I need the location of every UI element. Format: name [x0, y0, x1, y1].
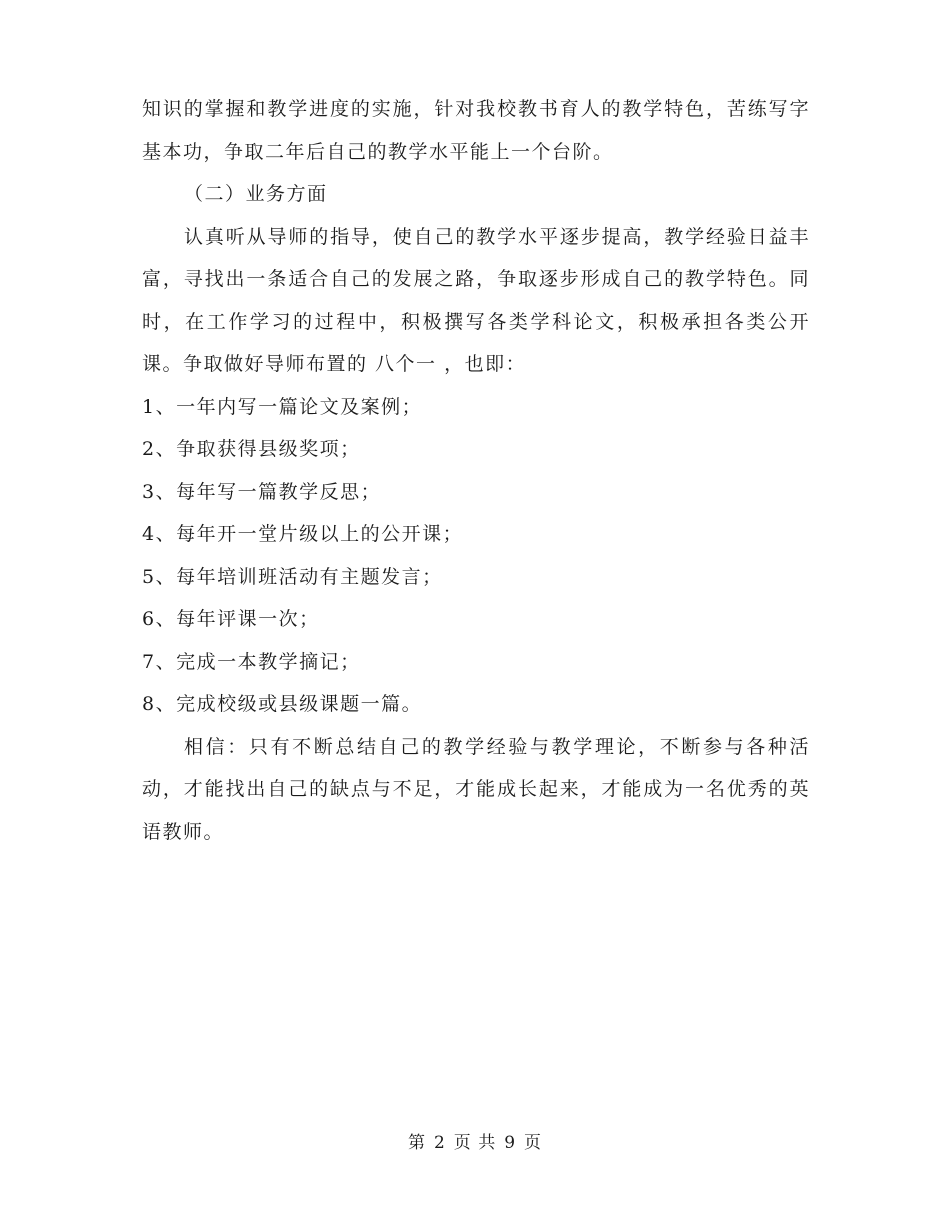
list-item: 3、每年写一篇教学反思； — [142, 480, 382, 503]
list-item: 7、完成一本教学摘记； — [142, 650, 361, 673]
footer-prefix: 第 — [407, 1133, 426, 1153]
footer-mid: 页 共 — [453, 1133, 497, 1153]
page-footer — [0, 1128, 950, 1153]
list-item: 6、每年评课一次； — [142, 608, 320, 630]
list-item: 2、争取获得县级奖项； — [142, 438, 361, 460]
document-body — [142, 88, 810, 853]
paragraph-conclusion: 相信：只有不断总结自己的教学经验与教学理论，不断参与各种活动，才能找出自己的缺点与不足，才能成长起来，才能成为一名优秀的英语教师。 — [142, 735, 810, 843]
footer-total-pages: 9 — [504, 1133, 517, 1153]
paragraph-business: 认真听从导师的指导，使自己的教学水平逐步提高，教学经验日益丰富，寻找出一条适合自己的发展之路，争取逐步形成自己的教学特色。同时，在工作学习的过程中，积极撰写各类学科论文，积极承担各类公开课。争取做好导师布置的 八个一 ，也即： — [142, 225, 810, 375]
task-list — [142, 386, 810, 726]
list-item: 1、一年内写一篇论文及案例； — [142, 395, 423, 418]
footer-current-page: 2 — [433, 1133, 446, 1153]
list-item: 5、每年培训班活动有主题发言； — [142, 565, 443, 588]
list-item: 8、完成校级或县级课题一篇。 — [142, 693, 423, 715]
section-heading: （二）业务方面 — [184, 183, 328, 205]
list-item: 4、每年开一堂片级以上的公开课； — [142, 523, 464, 545]
footer-suffix: 页 — [524, 1133, 543, 1153]
paragraph-continuation: 知识的掌握和教学进度的实施，针对我校教书育人的教学特色，苦练写字基本功，争取二年后自己的教学水平能上一个台阶。 — [142, 98, 810, 163]
